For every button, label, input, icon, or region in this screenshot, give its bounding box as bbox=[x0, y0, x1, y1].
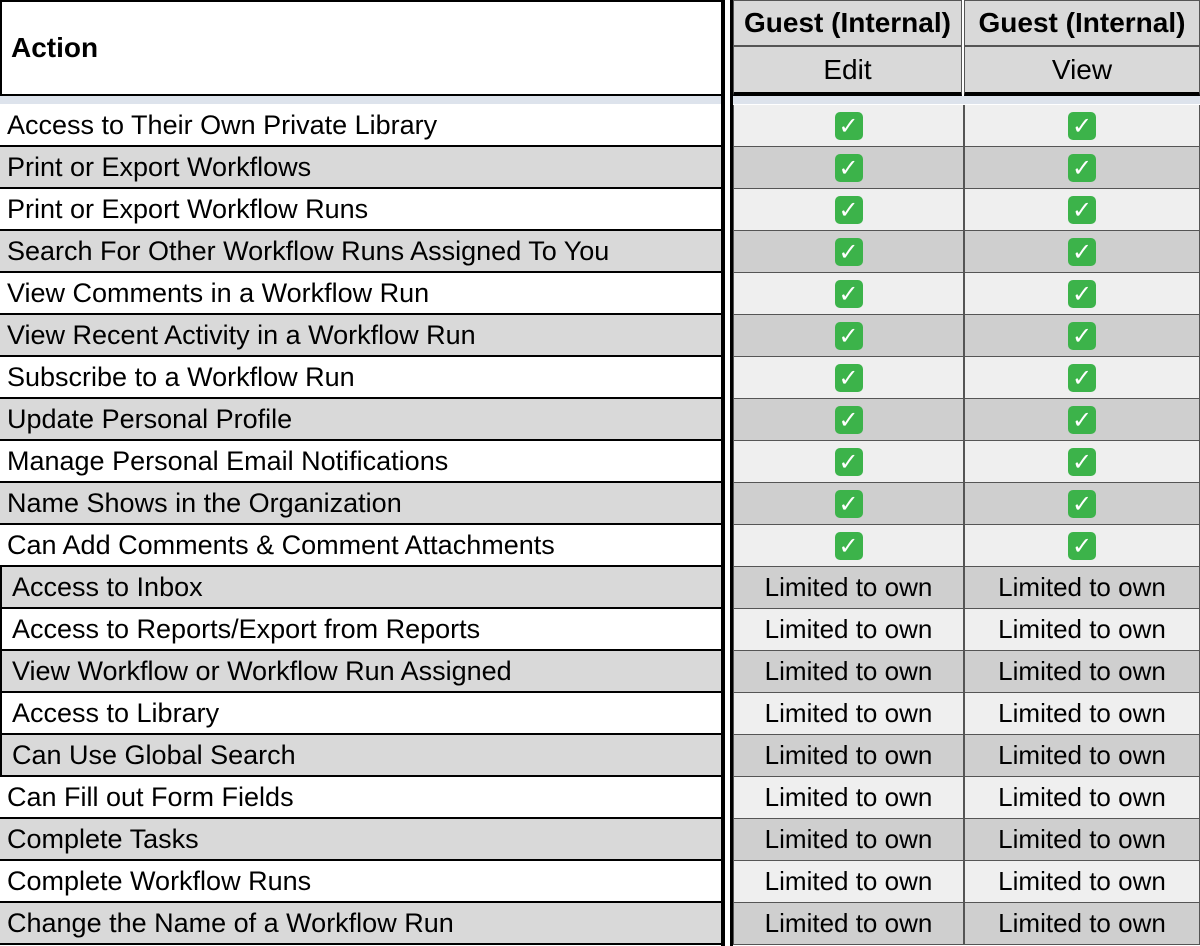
check-mark-button-icon: ✓ bbox=[1068, 406, 1096, 434]
table-row bbox=[0, 147, 1200, 189]
action-cell: Print or Export Workflows bbox=[0, 147, 721, 189]
check-mark-button-icon: ✓ bbox=[835, 532, 863, 560]
edit-cell bbox=[733, 903, 964, 945]
table-row bbox=[0, 105, 1200, 147]
view-value: Limited to own bbox=[998, 572, 1166, 602]
view-cell bbox=[964, 609, 1200, 651]
action-cell: Can Use Global Search bbox=[0, 735, 721, 777]
check-mark-button-icon: ✓ bbox=[1068, 448, 1096, 476]
check-mark-button-icon: ✓ bbox=[835, 364, 863, 392]
header-underline bbox=[0, 96, 1200, 104]
header-mode-view: View bbox=[964, 46, 1200, 96]
action-cell: Update Personal Profile bbox=[0, 399, 721, 441]
check-mark-button-icon: ✓ bbox=[835, 322, 863, 350]
check-mark-button-icon: ✓ bbox=[1068, 322, 1096, 350]
view-cell bbox=[964, 903, 1200, 945]
table-row bbox=[0, 441, 1200, 483]
table-row bbox=[0, 399, 1200, 441]
check-mark-button-icon: ✓ bbox=[1068, 238, 1096, 266]
table-row bbox=[0, 819, 1200, 861]
edit-cell bbox=[733, 735, 964, 777]
table-row bbox=[0, 777, 1200, 819]
check-mark-button-icon: ✓ bbox=[835, 238, 863, 266]
action-cell: View Recent Activity in a Workflow Run bbox=[0, 315, 721, 357]
view-value: Limited to own bbox=[998, 656, 1166, 686]
header-mode-edit: Edit bbox=[733, 46, 962, 96]
view-cell bbox=[964, 567, 1200, 609]
table-row bbox=[0, 189, 1200, 231]
action-cell: Complete Workflow Runs bbox=[0, 861, 721, 903]
check-mark-button-icon: ✓ bbox=[1068, 490, 1096, 518]
check-mark-button-icon: ✓ bbox=[1068, 196, 1096, 224]
action-cell: Access to Library bbox=[0, 693, 721, 735]
action-cell: View Comments in a Workflow Run bbox=[0, 273, 721, 315]
view-cell bbox=[964, 315, 1200, 357]
header-role-view: Guest (Internal) bbox=[964, 0, 1200, 46]
edit-cell bbox=[733, 189, 964, 231]
action-cell: Name Shows in the Organization bbox=[0, 483, 721, 525]
check-mark-button-icon: ✓ bbox=[835, 196, 863, 224]
header-column-edit bbox=[733, 0, 962, 96]
table-row bbox=[0, 567, 1200, 609]
action-cell: Subscribe to a Workflow Run bbox=[0, 357, 721, 399]
table-row bbox=[0, 525, 1200, 567]
view-cell bbox=[964, 147, 1200, 189]
view-value: Limited to own bbox=[998, 698, 1166, 728]
view-cell bbox=[964, 483, 1200, 525]
action-cell: Can Add Comments & Comment Attachments bbox=[0, 525, 721, 567]
view-value: Limited to own bbox=[998, 866, 1166, 896]
view-cell bbox=[964, 735, 1200, 777]
view-value: Limited to own bbox=[998, 740, 1166, 770]
view-cell bbox=[964, 777, 1200, 819]
column-divider-secondary bbox=[730, 0, 733, 946]
view-cell bbox=[964, 189, 1200, 231]
table-row bbox=[0, 609, 1200, 651]
edit-value: Limited to own bbox=[764, 824, 933, 854]
edit-cell bbox=[733, 273, 964, 315]
edit-value: Limited to own bbox=[764, 740, 933, 770]
edit-value: Limited to own bbox=[764, 698, 933, 728]
view-cell bbox=[964, 819, 1200, 861]
view-cell bbox=[964, 357, 1200, 399]
edit-cell bbox=[733, 441, 964, 483]
check-mark-button-icon: ✓ bbox=[835, 112, 863, 140]
action-cell: Search For Other Workflow Runs Assigned To You bbox=[0, 231, 721, 273]
edit-cell bbox=[733, 861, 964, 903]
view-cell bbox=[964, 651, 1200, 693]
check-mark-button-icon: ✓ bbox=[835, 280, 863, 308]
action-cell: Print or Export Workflow Runs bbox=[0, 189, 721, 231]
check-mark-button-icon: ✓ bbox=[1068, 112, 1096, 140]
view-cell bbox=[964, 525, 1200, 567]
edit-cell bbox=[733, 651, 964, 693]
view-cell bbox=[964, 693, 1200, 735]
edit-cell bbox=[733, 357, 964, 399]
table-row bbox=[0, 651, 1200, 693]
edit-cell bbox=[733, 693, 964, 735]
table-row bbox=[0, 861, 1200, 903]
edit-cell bbox=[733, 819, 964, 861]
edit-cell bbox=[733, 399, 964, 441]
table-header bbox=[0, 0, 1200, 98]
view-value: Limited to own bbox=[998, 782, 1166, 812]
edit-value: Limited to own bbox=[764, 656, 933, 686]
view-cell bbox=[964, 273, 1200, 315]
edit-cell bbox=[733, 315, 964, 357]
action-cell: Complete Tasks bbox=[0, 819, 721, 861]
view-value: Limited to own bbox=[998, 824, 1166, 854]
edit-cell bbox=[733, 567, 964, 609]
check-mark-button-icon: ✓ bbox=[835, 490, 863, 518]
edit-cell bbox=[733, 483, 964, 525]
check-mark-button-icon: ✓ bbox=[835, 154, 863, 182]
table-row bbox=[0, 357, 1200, 399]
check-mark-button-icon: ✓ bbox=[1068, 154, 1096, 182]
view-cell bbox=[964, 399, 1200, 441]
edit-value: Limited to own bbox=[764, 908, 933, 938]
view-value: Limited to own bbox=[998, 908, 1166, 938]
edit-cell bbox=[733, 147, 964, 189]
table-row bbox=[0, 735, 1200, 777]
action-cell: Access to Their Own Private Library bbox=[0, 105, 721, 147]
edit-value: Limited to own bbox=[764, 572, 933, 602]
table-row bbox=[0, 903, 1200, 945]
header-action: Action bbox=[0, 0, 730, 98]
view-cell bbox=[964, 441, 1200, 483]
table-row bbox=[0, 273, 1200, 315]
action-cell: Can Fill out Form Fields bbox=[0, 777, 721, 819]
action-cell: Change the Name of a Workflow Run bbox=[0, 903, 721, 945]
view-cell bbox=[964, 105, 1200, 147]
view-cell bbox=[964, 231, 1200, 273]
table-row bbox=[0, 483, 1200, 525]
table-body bbox=[0, 105, 1200, 945]
edit-cell bbox=[733, 609, 964, 651]
action-cell: Access to Reports/Export from Reports bbox=[0, 609, 721, 651]
edit-value: Limited to own bbox=[764, 614, 933, 644]
table-row bbox=[0, 693, 1200, 735]
action-cell: Access to Inbox bbox=[0, 567, 721, 609]
view-cell bbox=[964, 861, 1200, 903]
header-column-view bbox=[964, 0, 1200, 96]
header-role-edit: Guest (Internal) bbox=[733, 0, 962, 46]
check-mark-button-icon: ✓ bbox=[1068, 532, 1096, 560]
edit-value: Limited to own bbox=[764, 866, 933, 896]
table-row bbox=[0, 231, 1200, 273]
action-cell: Manage Personal Email Notifications bbox=[0, 441, 721, 483]
view-value: Limited to own bbox=[998, 614, 1166, 644]
edit-cell bbox=[733, 231, 964, 273]
action-cell: View Workflow or Workflow Run Assigned bbox=[0, 651, 721, 693]
check-mark-button-icon: ✓ bbox=[1068, 280, 1096, 308]
edit-cell bbox=[733, 525, 964, 567]
edit-cell bbox=[733, 105, 964, 147]
edit-value: Limited to own bbox=[764, 782, 933, 812]
check-mark-button-icon: ✓ bbox=[835, 406, 863, 434]
check-mark-button-icon: ✓ bbox=[835, 448, 863, 476]
edit-cell bbox=[733, 777, 964, 819]
check-mark-button-icon: ✓ bbox=[1068, 364, 1096, 392]
table-row bbox=[0, 315, 1200, 357]
